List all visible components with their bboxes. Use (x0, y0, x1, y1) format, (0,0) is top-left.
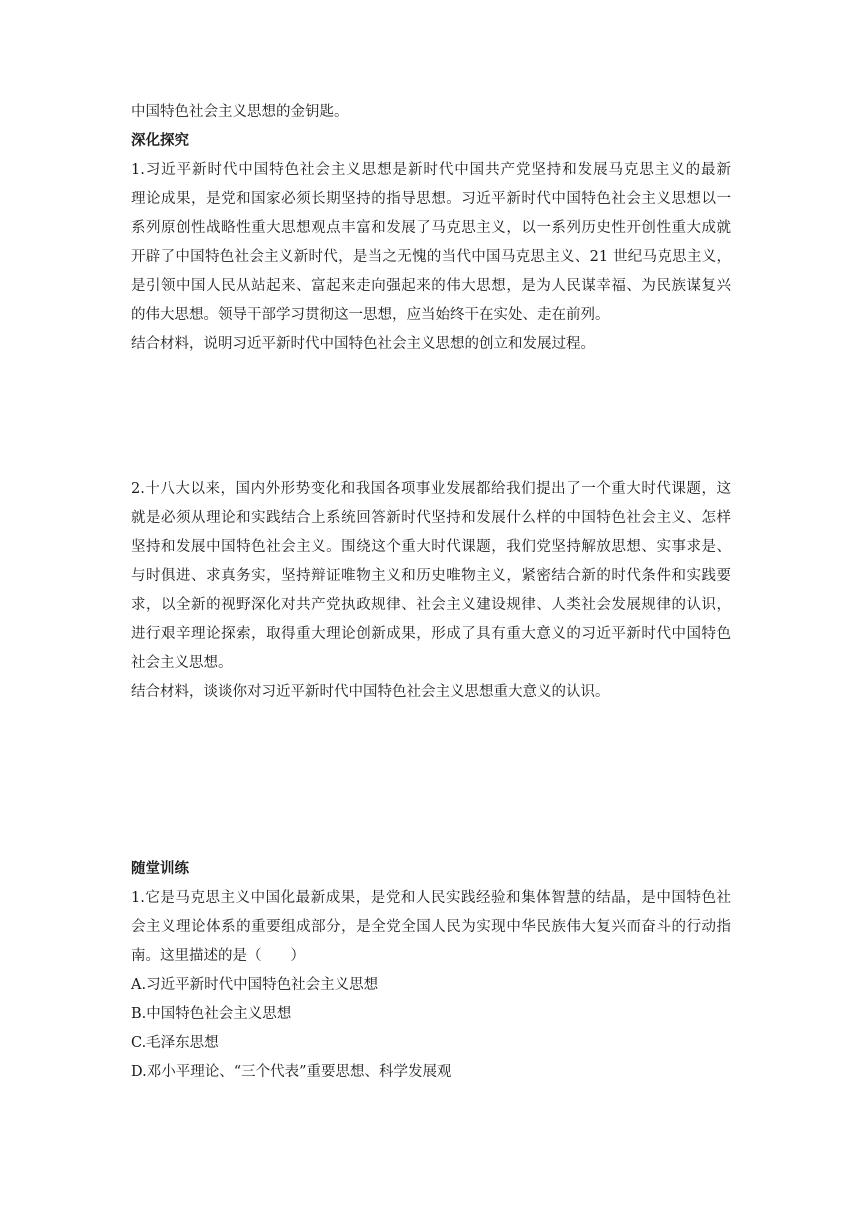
option-a: A.习近平新时代中国特色社会主义思想 (131, 977, 379, 993)
option-b: B.中国特色社会主义思想 (131, 1006, 292, 1022)
answer-options (131, 971, 731, 1087)
q1-line: 理论成果，是党和国家必须长期坚持的指导思想。习近平新时代中国特色社会主义思想以一 (131, 191, 731, 207)
intro-tail: 中国特色社会主义思想的金钥匙。 (131, 104, 349, 120)
q1-line: 1.习近平新时代中国特色社会主义思想是新时代中国共产党坚持和发展马克思主义的最新 (131, 162, 731, 178)
section-heading-practice: 随堂训练 (131, 861, 189, 877)
question-2-material (131, 475, 731, 678)
q1-line: 系列原创性战略性重大思想观点丰富和发展了马克思主义，以一系列历史性开创性重大成就 (131, 220, 731, 236)
section-heading-deepen: 深化探究 (131, 133, 189, 149)
q2-prompt: 结合材料，谈谈你对习近平新时代中国特色社会主义思想重大意义的认识。 (131, 684, 610, 700)
q2-line: 进行艰辛理论探索，取得重大理论创新成果，形成了具有重大意义的习近平新时代中国特色 (131, 626, 731, 642)
q2-line: 与时俱进、求真务实，坚持辩证唯物主义和历史唯物主义，紧密结合新的时代条件和实践要 (131, 568, 731, 584)
option-c: C.毛泽东思想 (131, 1035, 219, 1051)
q1-prompt: 结合材料，说明习近平新时代中国特色社会主义思想的创立和发展过程。 (131, 336, 595, 352)
question-1-material (131, 156, 731, 330)
q2-line: 坚持和发展中国特色社会主义。围绕这个重大时代课题，我们党坚持解放思想、实事求是、 (131, 539, 731, 555)
practice-question-1 (131, 884, 731, 971)
q2-line: 求，以全新的视野深化对共产党执政规律、社会主义建设规律、人类社会发展规律的认识， (131, 597, 731, 613)
q2-line: 2.十八大以来，国内外形势变化和我国各项事业发展都给我们提出了一个重大时代课题，这 (131, 481, 731, 497)
pq1-line: 会主义理论体系的重要组成部分，是全党全国人民为实现中华民族伟大复兴而奋斗的行动指 (131, 919, 731, 935)
answer-space-1 (131, 359, 731, 475)
q1-line: 的伟大思想。领导干部学习贯彻这一思想，应当始终干在实处、走在前列。 (131, 307, 610, 323)
document-page (131, 98, 731, 1087)
pq1-line: 1.它是马克思主义中国化最新成果，是党和人民实践经验和集体智慧的结晶，是中国特色社 (131, 890, 731, 906)
answer-space-2 (131, 707, 731, 855)
pq1-line: 南。这里描述的是（ ） (131, 948, 305, 964)
option-d: D.邓小平理论、“三个代表”重要思想、科学发展观 (131, 1064, 452, 1080)
q2-line: 社会主义思想。 (131, 655, 233, 671)
q1-line: 是引领中国人民从站起来、富起来走向强起来的伟大思想，是为人民谋幸福、为民族谋复兴 (131, 278, 731, 294)
q1-line: 开辟了中国特色社会主义新时代，是当之无愧的当代中国马克思主义、21 世纪马克思主义， (131, 249, 731, 265)
q2-line: 就是必须从理论和实践结合上系统回答新时代坚持和发展什么样的中国特色社会主义、怎样 (131, 510, 731, 526)
